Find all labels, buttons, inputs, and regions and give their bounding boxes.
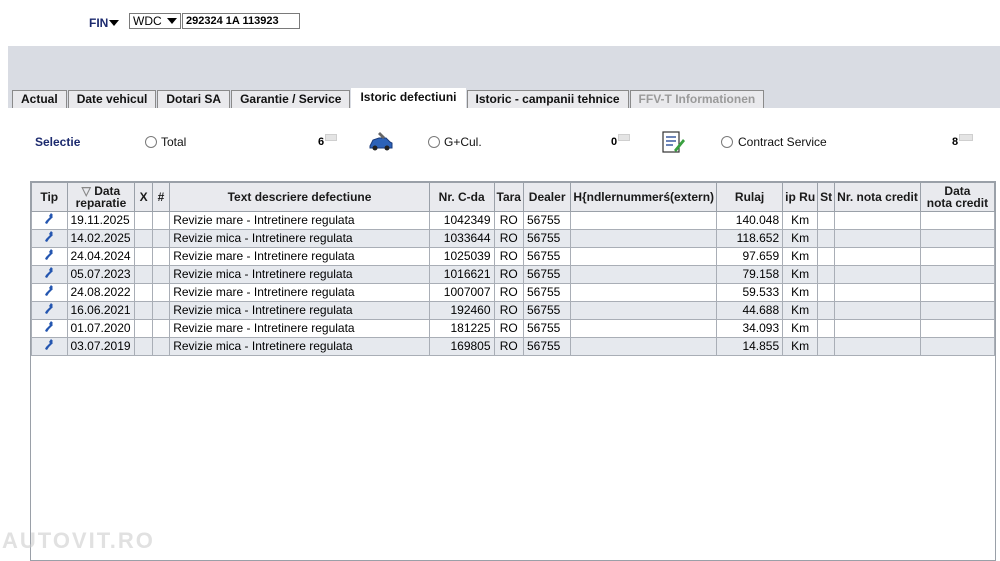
wrench-icon <box>32 266 68 284</box>
cell-date: 19.11.2025 <box>67 212 135 230</box>
wrench-icon <box>32 320 68 338</box>
cell-empty <box>571 284 717 302</box>
cell-km: 59.533 <box>717 284 783 302</box>
cell-empty <box>571 266 717 284</box>
selection-label: Selectie <box>35 135 81 149</box>
cell-text: Revizie mare - Intretinere regulata <box>170 248 430 266</box>
tab-dotari-sa[interactable]: Dotari SA <box>157 90 230 108</box>
cell-country: RO <box>494 230 523 248</box>
defects-grid <box>30 181 996 561</box>
radio-g-cul-label: G+Cul. <box>444 135 482 149</box>
radio-g-cul[interactable] <box>428 136 440 148</box>
cell-country: RO <box>494 302 523 320</box>
wrench-icon <box>32 248 68 266</box>
table-row[interactable] <box>32 338 995 356</box>
cell-empty <box>835 302 921 320</box>
col-x[interactable]: X <box>135 183 152 212</box>
cell-empty <box>152 248 169 266</box>
cell-order: 1025039 <box>429 248 494 266</box>
radio-contract-service[interactable] <box>721 136 733 148</box>
cell-empty <box>152 320 169 338</box>
table-header-row <box>32 183 995 212</box>
cell-country: RO <box>494 338 523 356</box>
vin-input[interactable]: 292324 1A 113923 <box>182 13 300 29</box>
cell-empty <box>835 284 921 302</box>
cell-empty <box>135 230 152 248</box>
cell-empty <box>571 338 717 356</box>
table-row[interactable] <box>32 266 995 284</box>
cell-km: 34.093 <box>717 320 783 338</box>
contract-service-count-bar <box>959 134 973 141</box>
radio-total[interactable] <box>145 136 157 148</box>
radio-contract-service-label: Contract Service <box>738 135 827 149</box>
fin-label[interactable]: FIN <box>89 16 109 30</box>
sort-icon: ▽ <box>81 184 91 198</box>
total-count-bar <box>325 134 337 141</box>
cell-text: Revizie mare - Intretinere regulata <box>170 284 430 302</box>
document-edit-icon[interactable] <box>661 130 685 154</box>
cell-unit: Km <box>783 302 818 320</box>
cell-date: 24.04.2024 <box>67 248 135 266</box>
cell-empty <box>835 230 921 248</box>
cell-dealer: 56755 <box>523 284 570 302</box>
cell-km: 44.688 <box>717 302 783 320</box>
cell-order: 1033644 <box>429 230 494 248</box>
cell-order: 181225 <box>429 320 494 338</box>
tab-ffv-t-informationen: FFV-T Informationen <box>630 90 765 108</box>
cell-country: RO <box>494 248 523 266</box>
cell-dealer: 56755 <box>523 266 570 284</box>
cell-km: 118.652 <box>717 230 783 248</box>
cell-country: RO <box>494 284 523 302</box>
cell-empty <box>135 302 152 320</box>
defects-table <box>31 182 995 356</box>
cell-empty <box>835 248 921 266</box>
cell-date: 16.06.2021 <box>67 302 135 320</box>
wrench-icon <box>32 338 68 356</box>
chevron-down-icon <box>167 18 177 24</box>
table-row[interactable] <box>32 212 995 230</box>
col-hash[interactable]: # <box>152 183 169 212</box>
cell-country: RO <box>494 320 523 338</box>
cell-empty <box>835 338 921 356</box>
cell-empty <box>135 212 152 230</box>
cell-empty <box>571 212 717 230</box>
cell-empty <box>152 302 169 320</box>
cell-dealer: 56755 <box>523 338 570 356</box>
cell-empty <box>571 320 717 338</box>
cell-order: 169805 <box>429 338 494 356</box>
wrench-icon <box>32 230 68 248</box>
cell-text: Revizie mica - Intretinere regulata <box>170 302 430 320</box>
cell-empty <box>920 266 994 284</box>
contract-service-count: 8 <box>952 136 959 148</box>
tab-actual[interactable]: Actual <box>12 90 67 108</box>
watermark: AUTOVIT.RO <box>2 528 155 553</box>
cell-dealer: 56755 <box>523 248 570 266</box>
cell-order: 1016621 <box>429 266 494 284</box>
cell-empty <box>920 338 994 356</box>
cell-empty <box>135 248 152 266</box>
cell-km: 79.158 <box>717 266 783 284</box>
fin-dropdown-icon[interactable] <box>109 20 119 26</box>
cell-empty <box>571 248 717 266</box>
cell-empty <box>818 302 835 320</box>
col-dealer[interactable]: Dealer <box>523 183 570 212</box>
cell-date: 03.07.2019 <box>67 338 135 356</box>
cell-text: Revizie mica - Intretinere regulata <box>170 266 430 284</box>
cell-km: 97.659 <box>717 248 783 266</box>
cell-empty <box>152 266 169 284</box>
cell-dealer: 56755 <box>523 230 570 248</box>
cell-empty <box>152 284 169 302</box>
cell-country: RO <box>494 212 523 230</box>
table-row[interactable] <box>32 230 995 248</box>
cell-unit: Km <box>783 338 818 356</box>
cell-empty <box>835 266 921 284</box>
wrench-icon <box>32 302 68 320</box>
tab-istoric-defectiuni[interactable]: Istoric defectiuni <box>351 88 465 108</box>
cell-empty <box>920 284 994 302</box>
cell-empty <box>571 302 717 320</box>
col-text-descriere[interactable]: Text descriere defectiune <box>170 183 430 212</box>
col-st[interactable]: St <box>818 183 835 212</box>
cell-empty <box>135 320 152 338</box>
cell-unit: Km <box>783 212 818 230</box>
cell-date: 24.08.2022 <box>67 284 135 302</box>
cell-empty <box>152 212 169 230</box>
cell-text: Revizie mica - Intretinere regulata <box>170 338 430 356</box>
col-tip[interactable]: Tip <box>32 183 68 212</box>
cell-dealer: 56755 <box>523 302 570 320</box>
cell-unit: Km <box>783 230 818 248</box>
col-nr-cda[interactable]: Nr. C-da <box>429 183 494 212</box>
wmi-select[interactable] <box>129 13 181 29</box>
cell-text: Revizie mare - Intretinere regulata <box>170 320 430 338</box>
table-row[interactable] <box>32 320 995 338</box>
cell-empty <box>135 338 152 356</box>
cell-empty <box>135 284 152 302</box>
cell-text: Revizie mica - Intretinere regulata <box>170 230 430 248</box>
cell-empty <box>152 230 169 248</box>
table-row[interactable] <box>32 284 995 302</box>
cell-empty <box>920 302 994 320</box>
tab-date-vehicul[interactable]: Date vehicul <box>68 90 157 108</box>
cell-empty <box>818 230 835 248</box>
cell-order: 192460 <box>429 302 494 320</box>
cell-empty <box>571 230 717 248</box>
cell-unit: Km <box>783 320 818 338</box>
col-rulaj[interactable]: Rulaj <box>717 183 783 212</box>
cell-empty <box>818 338 835 356</box>
cell-unit: Km <box>783 266 818 284</box>
cell-unit: Km <box>783 284 818 302</box>
cell-empty <box>920 320 994 338</box>
col-data-nota-credit[interactable]: Data nota credit <box>920 183 994 212</box>
table-body <box>32 212 995 356</box>
cell-empty <box>920 230 994 248</box>
tab-garantie-service[interactable]: Garantie / Service <box>231 90 350 108</box>
tab-istoric-campanii[interactable]: Istoric - campanii tehnice <box>467 90 629 108</box>
cell-dealer: 56755 <box>523 320 570 338</box>
col-tara[interactable]: Tara <box>494 183 523 212</box>
tab-bar <box>12 90 765 109</box>
col-tip-rulaj[interactable]: ip Ru <box>783 183 818 212</box>
col-data-reparatie[interactable]: ▽ Data reparatie <box>67 183 135 212</box>
cell-empty <box>920 212 994 230</box>
wrench-icon <box>32 284 68 302</box>
cell-empty <box>818 320 835 338</box>
cell-order: 1042349 <box>429 212 494 230</box>
table-row[interactable] <box>32 302 995 320</box>
car-repair-icon[interactable] <box>368 131 394 153</box>
cell-country: RO <box>494 266 523 284</box>
cell-empty <box>818 248 835 266</box>
cell-text: Revizie mare - Intretinere regulata <box>170 212 430 230</box>
wrench-icon <box>32 212 68 230</box>
cell-empty <box>835 320 921 338</box>
col-haendlernummer[interactable]: H{ndlernummerś(extern) <box>571 183 717 212</box>
cell-empty <box>818 212 835 230</box>
cell-order: 1007007 <box>429 284 494 302</box>
radio-total-label: Total <box>161 135 187 149</box>
cell-empty <box>818 284 835 302</box>
col-nr-nota-credit[interactable]: Nr. nota credit <box>835 183 921 212</box>
cell-km: 140.048 <box>717 212 783 230</box>
cell-dealer: 56755 <box>523 212 570 230</box>
cell-date: 14.02.2025 <box>67 230 135 248</box>
cell-empty <box>818 266 835 284</box>
cell-date: 01.07.2020 <box>67 320 135 338</box>
cell-unit: Km <box>783 248 818 266</box>
cell-date: 05.07.2023 <box>67 266 135 284</box>
table-row[interactable] <box>32 248 995 266</box>
g-cul-count-bar <box>618 134 630 141</box>
total-count: 6 <box>318 136 325 148</box>
g-cul-count: 0 <box>611 136 618 148</box>
cell-km: 14.855 <box>717 338 783 356</box>
cell-empty <box>920 248 994 266</box>
cell-empty <box>835 212 921 230</box>
cell-empty <box>152 338 169 356</box>
cell-empty <box>135 266 152 284</box>
wmi-value: WDC <box>133 14 162 28</box>
